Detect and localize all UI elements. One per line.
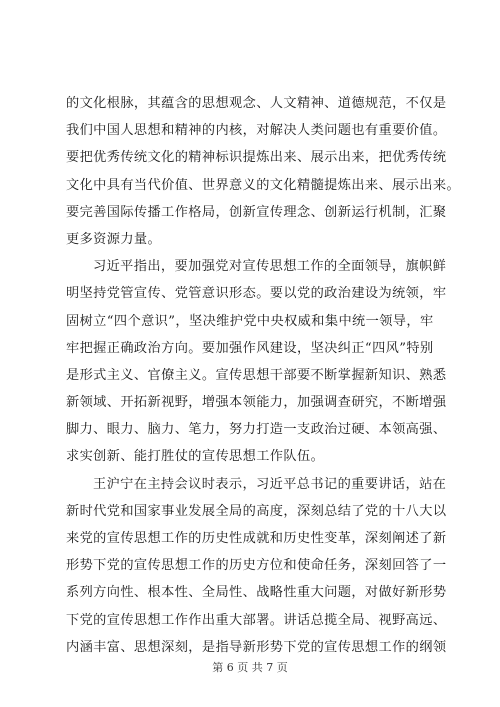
text-line: 系列方向性、根本性、全局性、战略性重大问题，对做好新形势 xyxy=(66,585,447,601)
text-line: 新时代党和国家事业发展全局的高度，深刻总结了党的十八大以 xyxy=(66,503,447,519)
text-line: 明坚持党管宣传、党管意识形态。要以党的政治建设为统领，牢 xyxy=(66,286,447,302)
page-footer: 第 6 页 共 7 页 xyxy=(212,661,288,674)
text-line: 更多资源力量。 xyxy=(66,231,162,247)
paragraph-first-line: 习近平指出，要加强党对宣传思想工作的全面领导，旗帜鲜 xyxy=(93,259,447,275)
text-line: 文化中具有当代价值、世界意义的文化精髓提炼出来、展示出来。 xyxy=(66,177,461,193)
text-line: 内涵丰富、思想深刻，是指导新形势下党的宣传思想工作的纲领 xyxy=(66,639,447,655)
text-line: 脚力、眼力、脑力、笔力，努力打造一支政治过硬、本领高强、 xyxy=(66,422,447,438)
text-line: 固树立“四个意识”，坚决维护党中央权威和集中统一领导，牢 xyxy=(66,313,434,329)
text-line: 是形式主义、官僚主义。宣传思想干部要不断掌握新知识、熟悉 xyxy=(66,367,447,383)
text-line: 牢把握正确政治方向。要加强作风建设，坚决纠正“四风”特别 xyxy=(66,340,434,356)
paragraph-first-line: 王沪宁在主持会议时表示，习近平总书记的重要讲话，站在 xyxy=(93,476,447,492)
text-line: 的文化根脉，其蕴含的思想观念、人文精神、道德规范，不仅是 xyxy=(66,96,447,111)
text-line: 求实创新、能打胜仗的宣传思想工作队伍。 xyxy=(66,449,325,465)
text-line: 形势下党的宣传思想工作的历史方位和使命任务，深刻回答了一 xyxy=(66,558,447,574)
text-line: 要把优秀传统文化的精神标识提炼出来、展示出来，把优秀传统 xyxy=(66,150,447,166)
text-line: 下党的宣传思想工作作出重大部署。讲话总揽全局、视野高远、 xyxy=(66,612,447,628)
body-text xyxy=(66,90,461,661)
text-line: 要完善国际传播工作格局，创新宣传理念、创新运行机制，汇聚 xyxy=(66,204,447,220)
text-line: 来党的宣传思想工作的历史性成就和历史性变革，深刻阐述了新 xyxy=(66,531,447,546)
text-line: 我们中国人思想和精神的内核，对解决人类问题也有重要价值。 xyxy=(66,123,447,139)
text-line: 新领域、开拓新视野，增强本领能力，加强调查研究，不断增强 xyxy=(66,395,447,411)
